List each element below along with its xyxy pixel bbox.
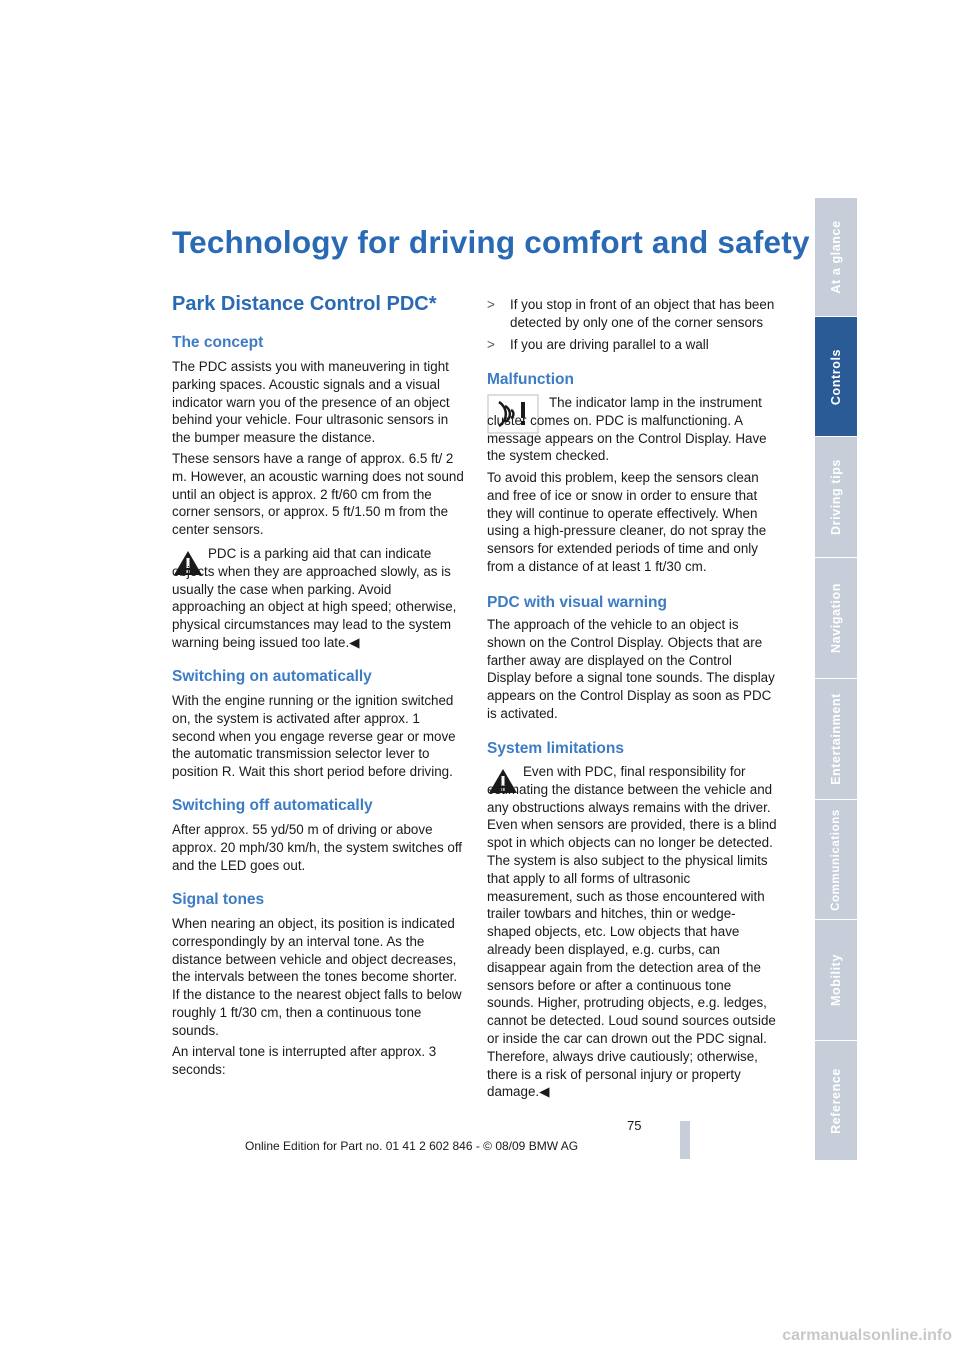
malfunction-paragraph-2: To avoid this problem, keep the sensors clean and free of ice or snow in order to ensure that they will continue to operate effectively. When using a high-pressure cleaner, do not spray the sensors for extended periods of time and only from a distance of at least 1 ft/30 cm. <box>487 470 767 574</box>
tab-driving-tips[interactable]: Driving tips <box>815 437 857 558</box>
chapter-tabs <box>815 198 857 1160</box>
page-number: 75 <box>627 1118 642 1133</box>
watermark: carmanualsonline.info <box>782 1327 952 1344</box>
tab-at-a-glance[interactable]: At a glance <box>815 198 857 317</box>
tab-controls[interactable]: Controls <box>815 317 857 437</box>
page-title: Technology for driving comfort and safety <box>172 224 810 260</box>
switching-off-paragraph: After approx. 55 yd/50 m of driving or above approx. 20 mph/30 km/h, the system switches off and the LED goes out. <box>172 822 463 873</box>
malfunction-paragraph-1: The indicator lamp in the instrument cluster comes on. PDC is malfunctioning. A message appears on the Control Display. Have the system checked. <box>487 395 767 464</box>
system-limitations-warning: Even with PDC, final responsibility for estimating the distance between the vehicle and any obstructions always remains with the driver. Even when sensors are provided, there is a blind spot in which objects can no longer be detected. The system is also subject to the physical limits that apply to all forms of ultrasonic measurement, such as those encountered with trailer towbars and hitches, thin or wedge-shaped objects, etc. Low objects that have already been displayed, e.g. curbs, can disappear again from the detection area of the sensors before or after a continuous tone sounds. Higher, protruding objects, e.g. ledges, cannot be detected. Loud sound sources outside or inside the car can drown out the PDC signal. Therefore, always drive cautiously; otherwise, there is a risk of personal injury or property damage.◀ <box>487 764 777 1100</box>
tab-mobility[interactable]: Mobility <box>815 920 857 1041</box>
page-number-bar <box>680 1121 690 1159</box>
switching-on-paragraph: With the engine running or the ignition switched on, the system is activated after approx. 1 second when you engage reverse gear or move the automatic transmission selector lever to position R. Wait this short period before driving. <box>172 693 456 780</box>
concept-paragraph-2: These sensors have a range of approx. 6.5 ft/ 2 m. However, an acoustic warning does not sound until an object is approx. 2 ft/60 cm from the corner sensors, or approx. 5 ft/1.50 m from the center sensors. <box>172 451 464 538</box>
heading-the-concept: The concept <box>172 334 264 351</box>
concept-paragraph-1: The PDC assists you with maneuvering in tight parking spaces. Acoustic signals and a visual indicator warn you of the presence of an object behind your vehicle. Four ultrasonic sensors in the bumper measure the distance. <box>172 359 450 446</box>
heading-switching-on: Switching on automatically <box>172 668 372 685</box>
signal-tones-paragraph-2: An interval tone is interrupted after approx. 3 seconds: <box>172 1044 437 1077</box>
heading-system-limitations: System limitations <box>487 740 624 757</box>
heading-pdc-visual-warning: PDC with visual warning <box>487 594 667 611</box>
tab-entertainment[interactable]: Entertainment <box>815 679 857 800</box>
tab-communications[interactable]: Communications <box>815 800 857 920</box>
heading-switching-off: Switching off automatically <box>172 797 373 814</box>
visual-warning-paragraph: The approach of the vehicle to an object is shown on the Control Display. Objects that are farther away are displayed on the Control Display before a signal tone sounds. The display appears on the Control Display as soon as PDC is activated. <box>487 617 775 721</box>
tab-reference[interactable]: Reference <box>815 1041 857 1161</box>
section-heading: Park Distance Control PDC* <box>172 293 437 315</box>
heading-malfunction: Malfunction <box>487 371 574 388</box>
footer-edition: Online Edition for Part no. 01 41 2 602 846 - © 08/09 BMW AG <box>245 1139 579 1153</box>
signal-tones-paragraph-1: When nearing an object, its position is indicated correspondingly by an interval tone. As the distance between vehicle and object decreases, the intervals between the tones become shorter. If the distance to the nearest object falls to below roughly 1 ft/30 cm, then a continuous tone sounds. <box>172 916 462 1038</box>
tab-navigation[interactable]: Navigation <box>815 558 857 679</box>
heading-signal-tones: Signal tones <box>172 891 265 908</box>
concept-warning: PDC is a parking aid that can indicate objects when they are approached slowly, as is usually the case when parking. Avoid approaching an object at high speed; otherwise, physical circumstances may lead to the system warning being issued too late.◀ <box>172 546 457 650</box>
